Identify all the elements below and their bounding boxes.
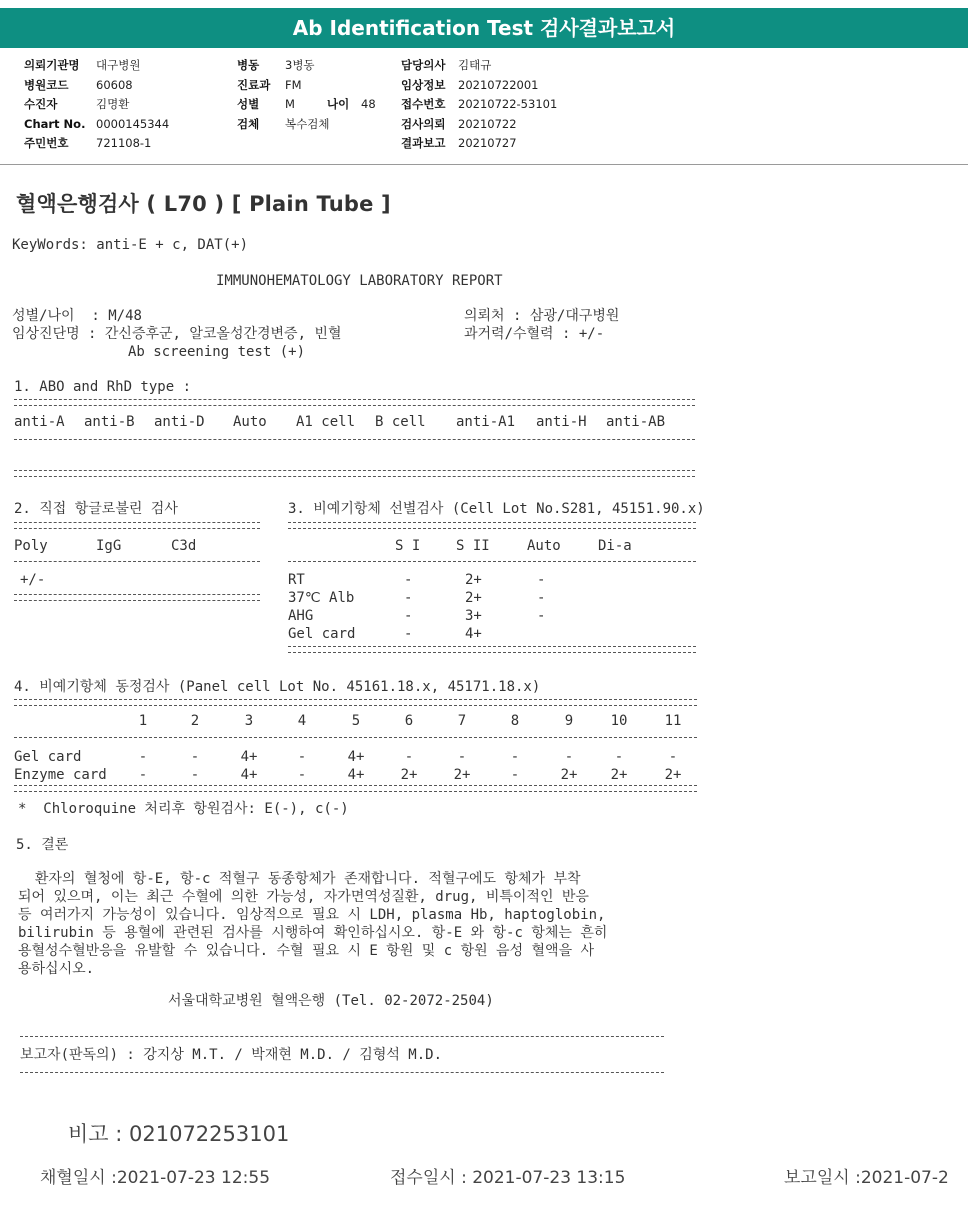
screen-row-label: RT [288, 572, 305, 588]
abo-header-anti-ab: anti-AB [606, 414, 666, 430]
info-value: 60608 [96, 77, 133, 92]
screen-header-auto: Auto [527, 538, 561, 554]
panel-cell: - [190, 749, 200, 765]
diagnosis-line-2: Ab screening test (+) [128, 344, 306, 360]
screen-header-s1: S I [395, 538, 421, 554]
conclusion-line: 용하십시오. [18, 961, 95, 977]
info-label: 병원코드 [24, 77, 69, 92]
info-label: 담당의사 [401, 58, 446, 72]
panel-header-cell-4: 4 [297, 713, 307, 729]
screen-cell: 2+ [465, 590, 482, 606]
double-rule [14, 470, 695, 477]
sex-age: 성별/나이 : M/48 [12, 308, 142, 324]
panel-cell: 4+ [347, 749, 365, 765]
info-value: 0000145344 [96, 116, 170, 131]
panel-cell: - [297, 749, 307, 765]
screen-cell: 3+ [465, 608, 482, 624]
reported-time: 보고일시 :2021-07-2 [784, 1168, 949, 1188]
info-label: 진료과 [237, 77, 271, 92]
single-rule [20, 1036, 664, 1037]
panel-cell: 2+ [664, 767, 682, 783]
info-value: 20210722-53101 [458, 97, 558, 111]
single-rule [288, 561, 696, 562]
info-label: 검체 [237, 116, 260, 131]
info-column-2 [237, 56, 376, 134]
info-value: 김명환 [96, 97, 130, 111]
info-value: FM [285, 77, 302, 92]
double-rule [14, 522, 260, 529]
screen-section-title: 3. 비예기항체 선별검사 (Cell Lot No.S281, 45151.90.x) [288, 501, 705, 517]
report-title: Ab Identification Test 검사결과보고서 [292, 16, 676, 40]
screen-cell: - [404, 590, 413, 606]
info-label: 임상정보 [401, 77, 446, 92]
screen-row-label: AHG [288, 608, 314, 624]
screen-cell: - [537, 608, 546, 624]
info-column-3 [401, 56, 557, 154]
panel-row-label-gel: Gel card [14, 749, 82, 765]
panel-cell: 2+ [560, 767, 578, 783]
info-label: 의뢰기관명 [24, 58, 80, 72]
info-label: 검사의뢰 [401, 116, 446, 131]
conclusion-line: bilirubin 등 용혈에 관련된 검사를 시행하여 확인하십시오. 항-E 와 항-c 항체는 흔히 [18, 925, 608, 941]
dat-header-igg: IgG [96, 538, 122, 554]
screen-cell: - [537, 572, 546, 588]
panel-header-cell-1: 1 [138, 713, 148, 729]
abo-header-anti-h: anti-H [536, 414, 587, 430]
transfusion-history: 과거력/수혈력 : +/- [464, 326, 605, 342]
single-rule [14, 561, 260, 562]
abo-section-title: 1. ABO and RhD type : [14, 379, 192, 395]
abo-header-auto: Auto [233, 414, 267, 430]
screen-row-label: 37℃ Alb [288, 590, 355, 606]
panel-cell: - [138, 767, 148, 783]
panel-cell: 2+ [610, 767, 628, 783]
panel-cell: - [457, 749, 467, 765]
panel-header-cell-9: 9 [564, 713, 574, 729]
panel-cell: - [510, 749, 520, 765]
screen-cell: 4+ [465, 626, 482, 642]
dat-header-poly: Poly [14, 538, 48, 554]
info-label: 성별 [237, 97, 260, 111]
info-value: 3병동 [285, 58, 315, 72]
double-rule [14, 594, 260, 601]
double-rule [288, 522, 696, 529]
keywords: KeyWords: anti-E + c, DAT(+) [12, 237, 249, 253]
panel-cell: - [297, 767, 307, 783]
info-column-1 [24, 56, 169, 154]
info-label: 결과보고 [401, 136, 446, 150]
test-title: 혈액은행검사 ( L70 ) [ Plain Tube ] [16, 192, 391, 216]
panel-cell: - [190, 767, 200, 783]
panel-cell: - [138, 749, 148, 765]
info-label: 접수번호 [401, 97, 446, 111]
panel-cell: - [668, 749, 678, 765]
screen-cell: - [404, 608, 413, 624]
panel-header-cell-11: 11 [664, 713, 682, 729]
diagnosis: 임상진단명 : 간신증후군, 알코올성간경변증, 빈혈 [12, 326, 342, 342]
dat-header-c3d: C3d [171, 538, 197, 554]
panel-header-cell-7: 7 [457, 713, 467, 729]
info-value: 20210722001 [458, 77, 539, 92]
info-value: 대구병원 [96, 58, 141, 72]
conclusion-title: 5. 결론 [16, 837, 69, 853]
panel-cell: 4+ [347, 767, 365, 783]
age-label: 나이 [327, 97, 350, 111]
panel-header-cell-8: 8 [510, 713, 520, 729]
report-title-bar [0, 8, 968, 48]
double-rule [14, 699, 697, 706]
panel-cell: 2+ [400, 767, 418, 783]
received-time: 접수일시 : 2021-07-23 13:15 [390, 1168, 626, 1188]
screen-row-label: Gel card [288, 626, 356, 642]
panel-cell: 4+ [240, 749, 258, 765]
panel-cell: - [510, 767, 520, 783]
panel-header-cell-2: 2 [190, 713, 200, 729]
hospital-contact: 서울대학교병원 혈액은행 (Tel. 02-2072-2504) [168, 993, 494, 1009]
info-value: 복수검체 [285, 116, 330, 131]
remark: 비고 : 021072253101 [68, 1122, 290, 1146]
panel-cell: - [564, 749, 574, 765]
info-value: 김태규 [458, 58, 492, 72]
panel-cell: - [404, 749, 414, 765]
info-value: 721108-1 [96, 136, 152, 150]
screen-cell: 2+ [465, 572, 482, 588]
collected-time: 채혈일시 :2021-07-23 12:55 [40, 1168, 271, 1188]
panel-cell: - [614, 749, 624, 765]
single-rule [14, 737, 697, 738]
dat-result: +/- [20, 572, 46, 588]
panel-row-label-enzyme: Enzyme card [14, 767, 107, 783]
screen-cell: - [404, 626, 413, 642]
conclusion-line: 되어 있으며, 이는 최근 수혈에 의한 가능성, 자가면역성질환, drug, 비특이적인 반응 [18, 889, 589, 905]
info-label: 주민번호 [24, 136, 69, 150]
abo-header-anti-d: anti-D [154, 414, 205, 430]
panel-header-cell-5: 5 [351, 713, 361, 729]
abo-header-anti-a: anti-A [14, 414, 65, 430]
info-label: 수진자 [24, 97, 58, 111]
screen-cell: - [404, 572, 413, 588]
screen-header-di-a: Di-a [598, 538, 632, 554]
conclusion-line: 용혈성수혈반응을 유발할 수 있습니다. 수혈 필요 시 E 항원 및 c 항원 음성 혈액을 사 [18, 943, 595, 959]
abo-header-anti-b: anti-B [84, 414, 135, 430]
lab-title: IMMUNOHEMATOLOGY LABORATORY REPORT [216, 273, 503, 289]
info-label: Chart No. [24, 116, 86, 131]
double-rule [14, 399, 695, 406]
header-divider [0, 164, 968, 165]
dat-section-title: 2. 직접 항글로불린 검사 [14, 501, 178, 517]
panel-header-cell-10: 10 [610, 713, 628, 729]
panel-section-title: 4. 비예기항체 동정검사 (Panel cell Lot No. 45161.18.x, 45171.18.x) [14, 679, 541, 695]
abo-header-anti-a1: anti-A1 [456, 414, 516, 430]
info-value: 20210727 [458, 136, 517, 150]
panel-header-cell-3: 3 [244, 713, 254, 729]
conclusion-line: 등 여러가지 가능성이 있습니다. 임상적으로 필요 시 LDH, plasma Hb, haptoglobin, [18, 907, 606, 923]
single-rule [20, 1072, 664, 1073]
double-rule [288, 646, 696, 653]
abo-header-a1-cell: A1 cell [296, 414, 356, 430]
panel-note: * Chloroquine 처리후 항원검사: E(-), c(-) [18, 801, 349, 817]
conclusion-line: 환자의 혈청에 항-E, 항-c 적혈구 동종항체가 존재합니다. 적혈구에도 항체가 부착 [18, 871, 581, 887]
panel-cell: 2+ [453, 767, 471, 783]
panel-cell: 4+ [240, 767, 258, 783]
screen-cell: - [537, 590, 546, 606]
panel-header-cell-6: 6 [404, 713, 414, 729]
screen-header-s2: S II [456, 538, 490, 554]
info-value: 20210722 [458, 116, 517, 131]
requester: 의뢰처 : 삼광/대구병원 [464, 308, 620, 324]
info-value: M [285, 97, 295, 111]
abo-header-b-cell: B cell [375, 414, 426, 430]
reporter: 보고자(판독의) : 강지상 M.T. / 박재현 M.D. / 김형석 M.D. [20, 1047, 443, 1063]
age-value: 48 [361, 97, 376, 111]
single-rule [14, 439, 695, 440]
info-label: 병동 [237, 58, 260, 72]
double-rule [14, 785, 697, 792]
